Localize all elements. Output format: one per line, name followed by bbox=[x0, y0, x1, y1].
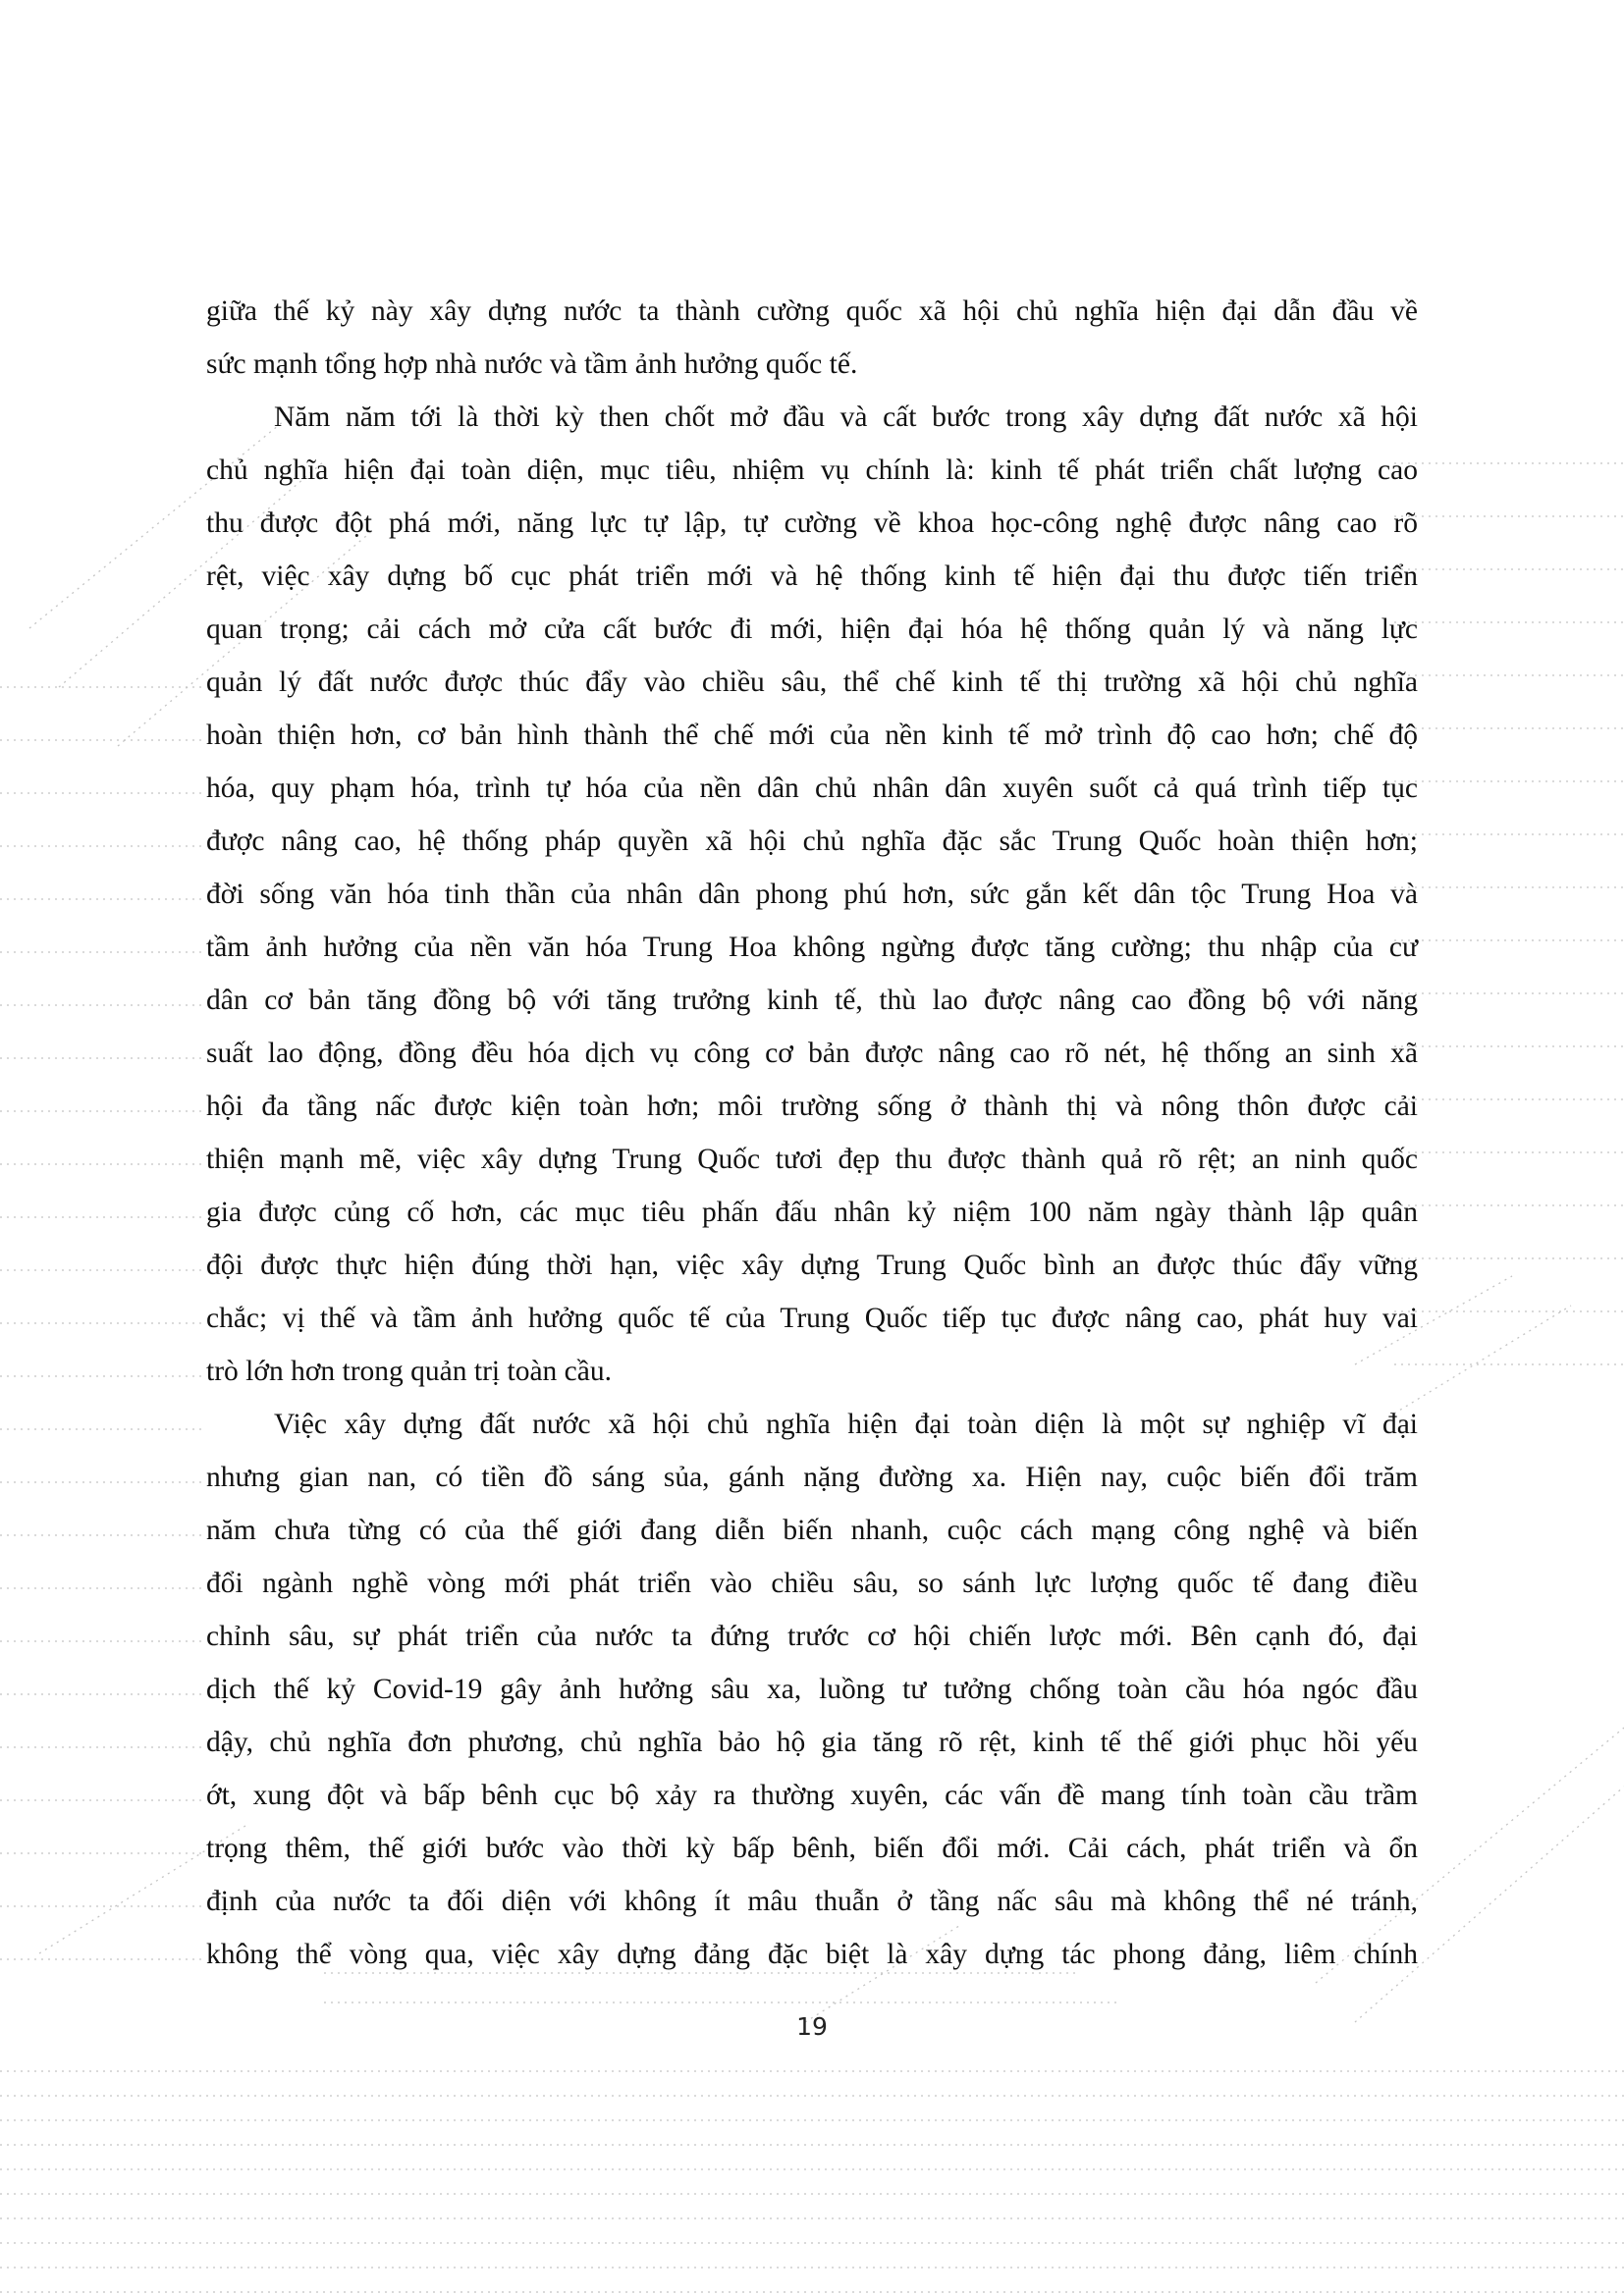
text-line: sức mạnh tổng hợp nhà nước và tầm ảnh hưởng quốc tế. bbox=[206, 348, 858, 380]
text-line: không thể vòng qua, việc xây dựng đảng đặc biệt là xây dựng tác phong đảng, liêm chính bbox=[206, 1939, 1418, 1970]
text-line: thu được đột phá mới, năng lực tự lập, tự cường về khoa học-công nghệ được nâng cao rõ bbox=[206, 507, 1418, 539]
text-line: Việc xây dựng đất nước xã hội chủ nghĩa hiện đại toàn diện là một sự nghiệp vĩ đại bbox=[274, 1409, 1418, 1440]
text-line: dịch thế kỷ Covid-19 gây ảnh hưởng sâu xa, luồng tư tưởng chống toàn cầu hóa ngóc đầu bbox=[206, 1674, 1418, 1705]
text-line: định của nước ta đối diện với không ít mâu thuẫn ở tầng nấc sâu mà không thể né tránh, bbox=[206, 1886, 1418, 1917]
text-line: đội được thực hiện đúng thời hạn, việc xây dựng Trung Quốc bình an được thúc đẩy vững bbox=[206, 1250, 1418, 1281]
text-line: dậy, chủ nghĩa đơn phương, chủ nghĩa bảo hộ gia tăng rõ rệt, kinh tế thế giới phục hồi yếu bbox=[206, 1727, 1418, 1758]
text-line: chắc; vị thế và tầm ảnh hưởng quốc tế của Trung Quốc tiếp tục được nâng cao, phát huy vai bbox=[206, 1303, 1418, 1334]
text-line: chủ nghĩa hiện đại toàn diện, mục tiêu, nhiệm vụ chính là: kinh tế phát triển chất lượng cao bbox=[206, 454, 1418, 486]
text-line: quản lý đất nước được thúc đẩy vào chiều sâu, thể chế kinh tế thị trường xã hội chủ nghĩa bbox=[206, 667, 1418, 698]
text-line: rệt, việc xây dựng bố cục phát triển mới và hệ thống kinh tế hiện đại thu được tiến triển bbox=[206, 561, 1418, 592]
text-line: hóa, quy phạm hóa, trình tự hóa của nền dân chủ nhân dân xuyên suốt cả quá trình tiếp tục bbox=[206, 773, 1418, 804]
text-line: ớt, xung đột và bấp bênh cục bộ xảy ra thường xuyên, các vấn đề mang tính toàn cầu trầm bbox=[206, 1780, 1418, 1811]
text-line: nhưng gian nan, có tiền đồ sáng sủa, gánh nặng đường xa. Hiện nay, cuộc biến đổi trăm bbox=[206, 1462, 1418, 1493]
text-line: quan trọng; cải cách mở cửa cất bước đi mới, hiện đại hóa hệ thống quản lý và năng lực bbox=[206, 614, 1418, 645]
text-line: chỉnh sâu, sự phát triển của nước ta đứng trước cơ hội chiến lược mới. Bên cạnh đó, đại bbox=[206, 1621, 1418, 1652]
text-line: tầm ảnh hưởng của nền văn hóa Trung Hoa không ngừng được tăng cường; thu nhập của cư bbox=[206, 932, 1418, 963]
text-line: năm chưa từng có của thế giới đang diễn biến nhanh, cuộc cách mạng công nghệ và biến bbox=[206, 1515, 1418, 1546]
text-line: được nâng cao, hệ thống pháp quyền xã hội chủ nghĩa đặc sắc Trung Quốc hoàn thiện hơn; bbox=[206, 826, 1418, 857]
body-text bbox=[206, 285, 1418, 1981]
text-line: trò lớn hơn trong quản trị toàn cầu. bbox=[206, 1356, 612, 1387]
text-line: thiện mạnh mẽ, việc xây dựng Trung Quốc tươi đẹp thu được thành quả rõ rệt; an ninh quốc bbox=[206, 1144, 1418, 1175]
text-line: dân cơ bản tăng đồng bộ với tăng trưởng kinh tế, thù lao được nâng cao đồng bộ với năng bbox=[206, 985, 1418, 1016]
text-line: gia được củng cố hơn, các mục tiêu phấn đấu nhân kỷ niệm 100 năm ngày thành lập quân bbox=[206, 1197, 1418, 1228]
page-number: 19 bbox=[796, 2012, 828, 2041]
text-line: trọng thêm, thế giới bước vào thời kỳ bấp bênh, biến đổi mới. Cải cách, phát triển và ổn bbox=[206, 1833, 1418, 1864]
text-line: giữa thế kỷ này xây dựng nước ta thành cường quốc xã hội chủ nghĩa hiện đại dẫn đầu về bbox=[206, 295, 1418, 327]
text-line: suất lao động, đồng đều hóa dịch vụ công cơ bản được nâng cao rõ nét, hệ thống an sinh xã bbox=[206, 1038, 1418, 1069]
text-line: hội đa tầng nấc được kiện toàn hơn; môi trường sống ở thành thị và nông thôn được cải bbox=[206, 1091, 1418, 1122]
text-line: Năm năm tới là thời kỳ then chốt mở đầu và cất bước trong xây dựng đất nước xã hội bbox=[274, 401, 1418, 433]
text-line: đời sống văn hóa tinh thần của nhân dân phong phú hơn, sức gắn kết dân tộc Trung Hoa và bbox=[206, 879, 1418, 910]
text-line: hoàn thiện hơn, cơ bản hình thành thể chế mới của nền kinh tế mở trình độ cao hơn; chế độ bbox=[206, 720, 1418, 751]
text-line: đổi ngành nghề vòng mới phát triển vào chiều sâu, so sánh lực lượng quốc tế đang điều bbox=[206, 1568, 1418, 1599]
